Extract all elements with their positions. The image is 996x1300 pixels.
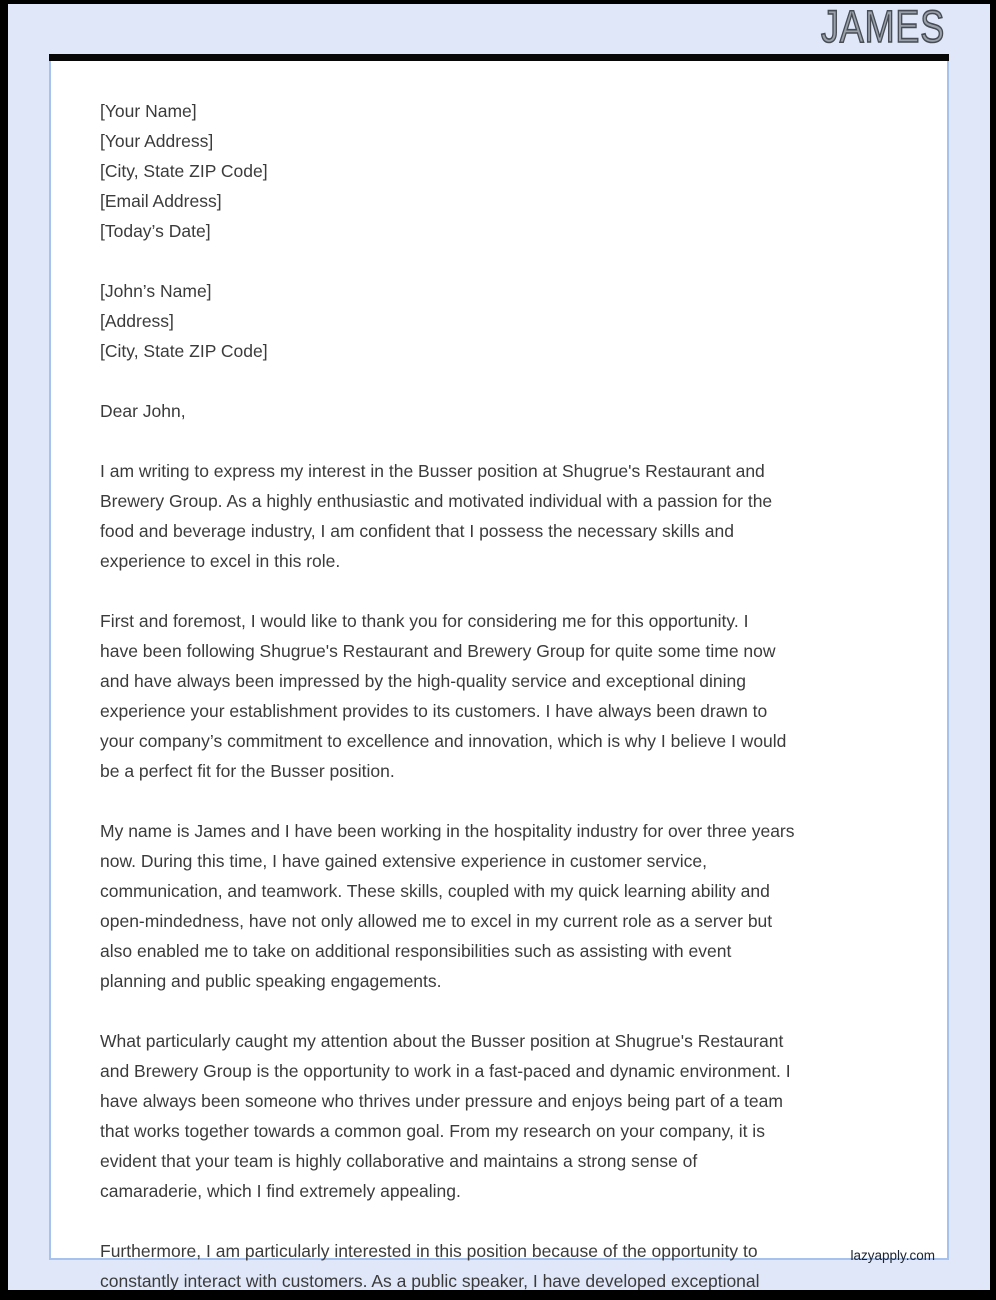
recipient-line: [Address] [100, 311, 174, 331]
paragraph-line: Brewery Group. As a highly enthusiastic and motivated individual with a passion for the [100, 491, 773, 511]
paragraph-line: experience your establishment provides to its customers. I have always been drawn to [100, 701, 768, 721]
salutation [100, 396, 900, 426]
paragraph [100, 1026, 900, 1206]
watermark-lazyapply: lazyapply.com [850, 1248, 935, 1263]
paragraph-line: evident that your team is highly collaborative and maintains a strong sense of [100, 1151, 698, 1171]
paragraph-line: your company’s commitment to excellence and innovation, which is why I believe I would [100, 731, 787, 751]
paragraph-line: and have always been impressed by the high-quality service and exceptional dining [100, 671, 746, 691]
paragraph [100, 606, 900, 786]
paragraph-line: also enabled me to take on additional responsibilities such as assisting with event [100, 941, 732, 961]
paragraph-line: and Brewery Group is the opportunity to work in a fast-paced and dynamic environment. I [100, 1061, 791, 1081]
paragraph-line: communication, and teamwork. These skills, coupled with my quick learning ability and [100, 881, 770, 901]
sender-line: [City, State ZIP Code] [100, 161, 268, 181]
paragraph [100, 456, 900, 576]
paragraph-line: have always been someone who thrives under pressure and enjoys being part of a team [100, 1091, 783, 1111]
salutation-line: Dear John, [100, 401, 186, 421]
paragraph-line: now. During this time, I have gained extensive experience in customer service, [100, 851, 707, 871]
sender-line: [Today’s Date] [100, 221, 211, 241]
sender-line: [Email Address] [100, 191, 222, 211]
paragraph-line: food and beverage industry, I am confident that I possess the necessary skills and [100, 521, 734, 541]
paragraph-line: First and foremost, I would like to thank you for considering me for this opportunity. I [100, 611, 749, 631]
sender-line: [Your Name] [100, 101, 197, 121]
paragraph-line: constantly interact with customers. As a public speaker, I have developed exceptional [100, 1271, 760, 1291]
sender-line: [Your Address] [100, 131, 214, 151]
recipient-line: [City, State ZIP Code] [100, 341, 268, 361]
paragraph-line: have been following Shugrue's Restaurant and Brewery Group for quite some time now [100, 641, 776, 661]
sender-address-block [100, 96, 900, 246]
recipient-address-block [100, 276, 900, 366]
paragraph-line: experience to excel in this role. [100, 551, 341, 571]
paragraph-line: that works together towards a common goal. From my research on your company, it is [100, 1121, 765, 1141]
paragraph-line: I am writing to express my interest in the Busser position at Shugrue's Restaurant and [100, 461, 765, 481]
paragraph-line: planning and public speaking engagements. [100, 971, 442, 991]
paragraph-line: Furthermore, I am particularly interested in this position because of the opportunity to [100, 1241, 758, 1261]
paragraph-line: open-mindedness, have not only allowed me to excel in my current role as a server but [100, 911, 773, 931]
recipient-line: [John’s Name] [100, 281, 212, 301]
brand-logo: JAMES [820, 1, 945, 52]
paragraph-line: My name is James and I have been working in the hospitality industry for over three years [100, 821, 795, 841]
paragraph-line: What particularly caught my attention about the Busser position at Shugrue's Restaurant [100, 1031, 784, 1051]
paragraph [100, 816, 900, 996]
letter-content [100, 96, 900, 1296]
page-top-rule [49, 54, 949, 61]
paragraph-line: be a perfect fit for the Busser position. [100, 761, 395, 781]
paragraph [100, 1236, 900, 1296]
paragraph-line: camaraderie, which I find extremely appealing. [100, 1181, 461, 1201]
